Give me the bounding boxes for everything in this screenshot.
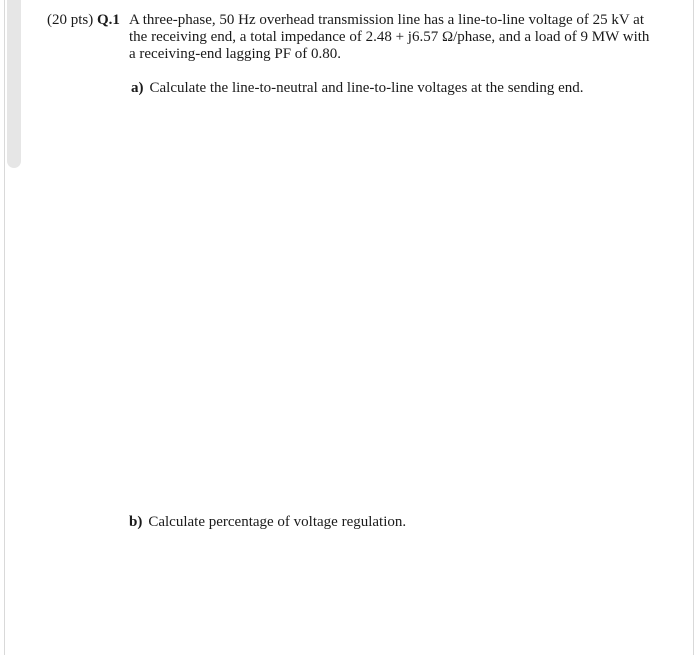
question-points: (20 pts) xyxy=(47,12,94,28)
question-text xyxy=(129,12,657,63)
part-b xyxy=(129,514,406,531)
part-a-letter: a) xyxy=(131,80,144,96)
part-b-letter: b) xyxy=(129,514,143,530)
page-left-edge xyxy=(4,0,5,655)
question-header xyxy=(47,12,120,29)
question-number: Q.1 xyxy=(97,12,120,28)
part-a xyxy=(131,80,584,97)
page-right-edge xyxy=(693,0,694,655)
question-line: A three-phase, 50 Hz overhead transmission line has a line-to-line voltage of 25 kV at xyxy=(129,12,644,28)
part-a-text: Calculate the line-to-neutral and line-to-line voltages at the sending end. xyxy=(149,80,584,96)
question-line: a receiving-end lagging PF of 0.80. xyxy=(129,46,342,62)
question-line: the receiving end, a total impedance of 2.48 + j6.57 Ω/phase, and a load of 9 MW with xyxy=(129,29,650,45)
part-b-text: Calculate percentage of voltage regulation. xyxy=(148,514,407,530)
question-block xyxy=(47,12,667,63)
scrollbar-thumb[interactable] xyxy=(7,0,21,168)
